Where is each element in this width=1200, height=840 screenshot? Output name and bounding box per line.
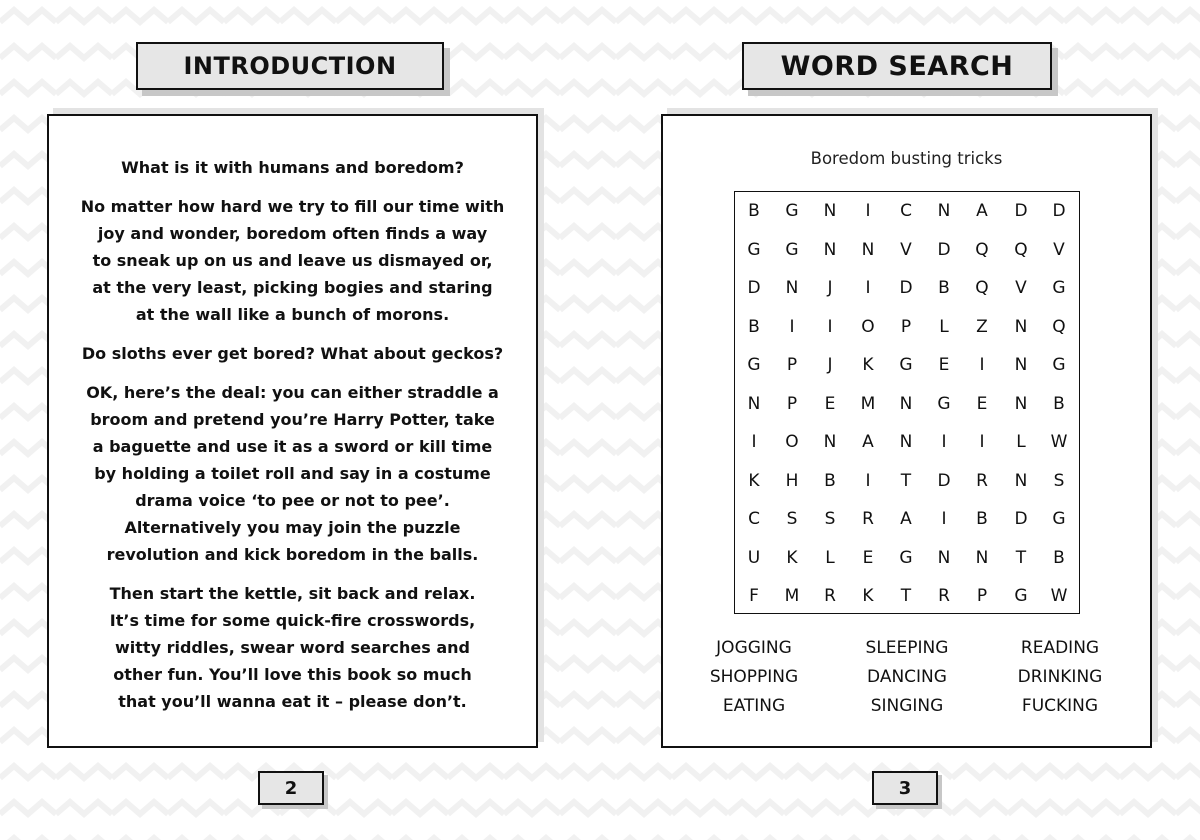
grid-letter: W [1050,586,1068,606]
grid-letter: D [747,278,761,298]
word-search-title: WORD SEARCH [742,42,1052,90]
search-word: JOGGING [716,638,792,658]
word-search-subtitle: Boredom busting tricks [810,149,1003,168]
grid-letter: V [1015,278,1027,298]
page-number-right: 3 [872,771,938,805]
grid-letter: Q [975,239,989,260]
grid-letter: I [751,432,757,452]
grid-letter: N [899,393,913,414]
grid-letter: B [748,316,760,337]
intro-line: that you’ll wanna eat it – please don’t. [118,692,467,711]
grid-letter: P [786,393,798,414]
intro-paragraph [61,154,524,181]
grid-letter: T [1015,547,1027,568]
grid-letter: A [900,509,912,529]
grid-letter: S [786,509,798,529]
intro-line: Then start the kettle, sit back and relax. [109,584,476,603]
grid-letter: N [1014,316,1028,337]
search-word: DRINKING [1017,667,1103,687]
grid-letter: U [747,547,761,568]
grid-letter: N [1014,393,1028,414]
grid-letter: I [941,432,947,452]
search-word: SLEEPING [865,638,949,658]
grid-letter: D [1014,509,1028,529]
grid-letter: O [861,316,875,337]
grid-letter: N [1014,470,1028,491]
grid-letter: V [1053,239,1065,260]
search-word: READING [1020,638,1100,658]
grid-letter: Q [1052,316,1066,337]
grid-letter: K [862,586,874,606]
intro-paragraph [61,340,524,367]
grid-letter: E [862,547,874,568]
grid-letter: I [865,201,871,221]
grid-letter: D [899,278,913,298]
introduction-text [61,154,524,727]
intro-line: OK, here’s the deal: you can either straddle a [86,383,499,402]
letter-grid [734,191,1080,614]
intro-line: other fun. You’ll love this book so much [113,665,472,684]
intro-line: joy and wonder, boredom often finds a way [97,224,488,243]
grid-letter: L [1016,432,1026,452]
grid-letter: R [824,586,836,606]
grid-letter: T [900,470,912,491]
grid-letter: G [1052,355,1066,375]
grid-letter: F [749,586,759,606]
grid-letter: R [938,586,950,606]
grid-letter: L [825,547,835,568]
grid-letter: C [748,509,760,529]
intro-line: at the wall like a bunch of morons. [135,305,450,324]
grid-letter: R [862,509,874,529]
grid-letter: K [862,355,874,375]
intro-paragraph [61,580,524,715]
grid-letter: H [785,470,799,491]
intro-line: by holding a toilet roll and say in a costume [94,464,491,483]
grid-letter: W [1050,432,1068,452]
intro-line: a baguette and use it as a sword or kill time [92,437,493,456]
grid-letter: D [1052,201,1066,221]
grid-letter: N [899,432,913,452]
grid-letter: K [748,470,760,491]
intro-line: drama voice ‘to pee or not to pee’. [135,491,450,510]
grid-letter: Z [976,316,988,337]
grid-letter: P [976,586,988,606]
grid-letter: A [976,201,988,221]
grid-letter: G [899,547,913,568]
grid-letter: E [976,393,988,414]
grid-letter: G [1014,586,1028,606]
intro-line: to sneak up on us and leave us dismayed or, [92,251,493,270]
grid-letter: I [979,432,985,452]
grid-letter: N [975,547,989,568]
grid-letter: E [824,393,836,414]
grid-letter: M [784,586,800,606]
grid-letter: O [785,432,799,452]
grid-letter: I [827,316,833,337]
grid-letter: D [937,239,951,260]
grid-letter: Q [975,278,989,298]
grid-letter: D [1014,201,1028,221]
grid-letter: B [824,470,836,491]
grid-letter: I [865,278,871,298]
intro-line: It’s time for some quick-fire crosswords, [109,611,476,630]
grid-letter: N [861,239,875,260]
grid-letter: G [785,239,799,260]
grid-letter: N [937,201,951,221]
grid-letter: J [827,355,833,375]
introduction-title: INTRODUCTION [136,42,444,90]
search-word: SHOPPING [709,667,799,687]
grid-letter: A [862,432,874,452]
grid-letter: V [900,239,912,260]
grid-letter: S [1053,470,1065,491]
grid-letter: T [900,586,912,606]
grid-letter: L [939,316,949,337]
grid-letter: B [938,278,950,298]
search-word: EATING [722,696,786,716]
grid-letter: I [979,355,985,375]
grid-letter: B [1053,393,1065,414]
search-word: FUCKING [1021,696,1099,716]
grid-letter: P [900,316,912,337]
grid-letter: Q [1014,239,1028,260]
grid-letter: I [941,509,947,529]
grid-letter: R [976,470,988,491]
grid-letter: C [900,201,912,221]
grid-letter: N [937,547,951,568]
intro-paragraph [61,193,524,328]
grid-letter: B [748,201,760,221]
grid-letter: G [747,355,761,375]
grid-letter: B [976,509,988,529]
intro-line: Do sloths ever get bored? What about geckos? [81,344,504,363]
page-number-left: 2 [258,771,324,805]
search-word: SINGING [870,696,944,716]
intro-line: witty riddles, swear word searches and [115,638,470,657]
grid-letter: B [1053,547,1065,568]
grid-letter: G [785,201,799,221]
intro-line: Alternatively you may join the puzzle [124,518,461,537]
grid-letter: G [747,239,761,260]
grid-letter: N [823,239,837,260]
grid-letter: K [786,547,798,568]
grid-letter: P [786,355,798,375]
grid-letter: N [747,393,761,414]
grid-letter: J [827,278,833,298]
intro-line: broom and pretend you’re Harry Potter, take [90,410,495,429]
grid-letter: G [1052,278,1066,298]
word-search-panel [661,114,1152,748]
grid-letter: N [823,201,837,221]
grid-letter: G [937,393,951,414]
intro-line: revolution and kick boredom in the balls. [106,545,479,564]
grid-letter: N [823,432,837,452]
grid-letter: G [1052,509,1066,529]
grid-letter: I [865,470,871,491]
search-word: DANCING [867,667,947,687]
intro-line: No matter how hard we try to fill our time with [80,197,505,216]
grid-letter: N [1014,355,1028,375]
grid-letter: N [785,278,799,298]
introduction-panel [47,114,538,748]
grid-letter: D [937,470,951,491]
grid-letter: S [824,509,836,529]
intro-line: at the very least, picking bogies and staring [92,278,493,297]
grid-letter: I [789,316,795,337]
grid-letter: M [860,393,876,414]
grid-letter: G [899,355,913,375]
grid-letter: E [938,355,950,375]
intro-paragraph [61,379,524,568]
intro-line: What is it with humans and boredom? [121,158,464,177]
